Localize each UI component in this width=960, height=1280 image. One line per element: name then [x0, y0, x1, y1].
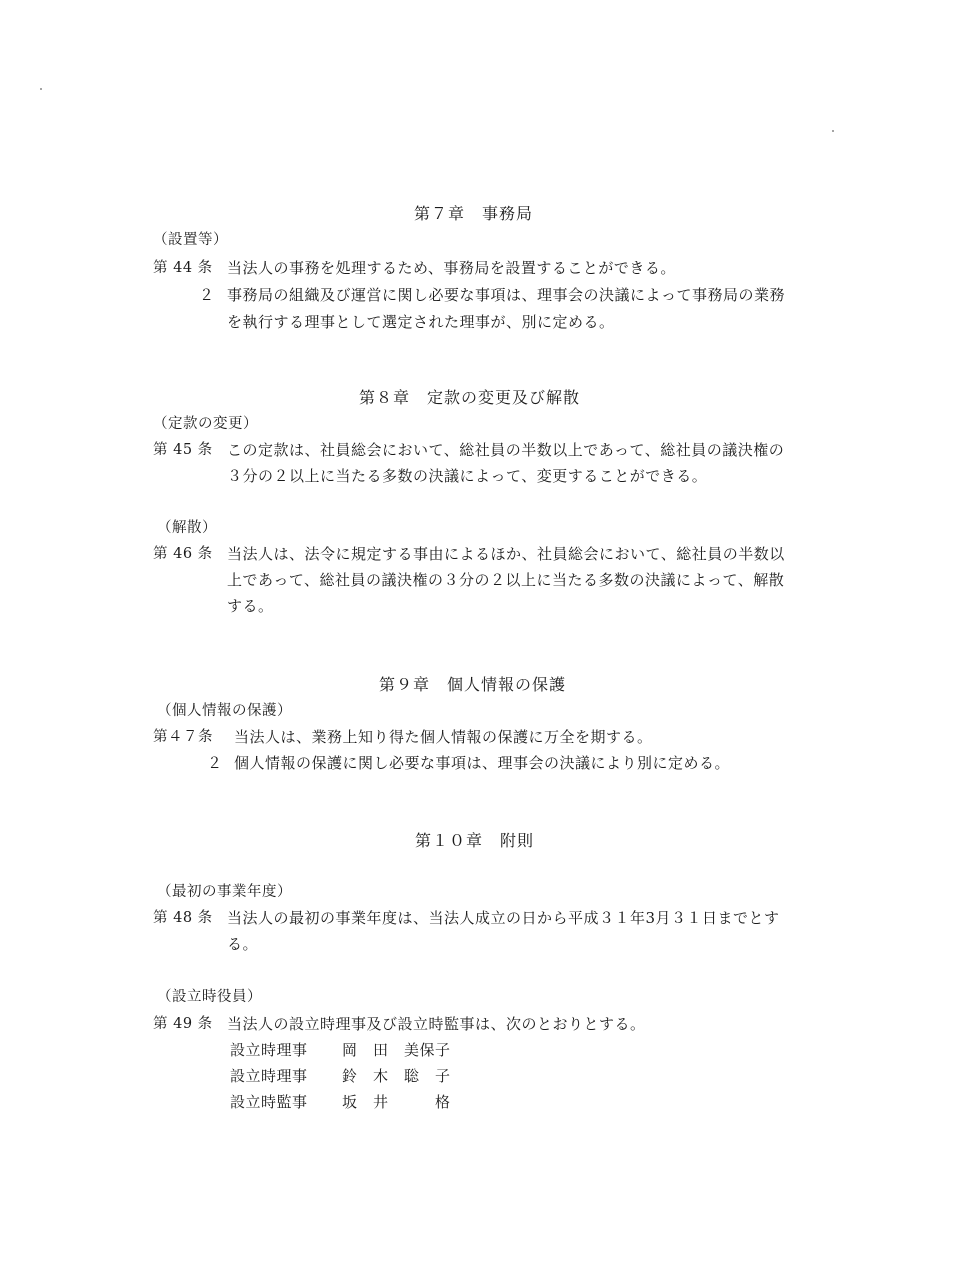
officer-name: 岡 田 美保子 [342, 1041, 451, 1059]
article-48-heading: （最初の事業年度） [157, 884, 292, 900]
article-45-heading: （定款の変更） [153, 416, 258, 432]
scan-speck [832, 130, 834, 132]
chapter-8-title: 第８章 定款の変更及び解散 [359, 388, 581, 407]
chapter-7-title: 第７章 事務局 [414, 204, 534, 223]
article-46-heading: （解散） [157, 520, 217, 536]
article-46-line1: 当法人は、法令に規定する事由によるほか、社員総会において、総社員の半数以 [227, 545, 785, 563]
article-49-text: 当法人の設立時理事及び設立時監事は、次のとおりとする。 [227, 1015, 646, 1033]
article-48-line2: る。 [227, 935, 259, 953]
article-49-number: 第 49 条 [153, 1016, 213, 1032]
chapter-9-title: 第９章 個人情報の保護 [379, 675, 567, 694]
scan-speck [40, 88, 42, 90]
article-46-number: 第 46 条 [153, 546, 213, 562]
officer-name: 坂 井 格 [342, 1093, 451, 1111]
officer-role: 設立時理事 [230, 1067, 308, 1085]
article-44-para2-line2: を執行する理事として選定された理事が、別に定める。 [227, 313, 615, 331]
article-46-line3: する。 [227, 597, 274, 615]
article-45-line2: ３分の２以上に当たる多数の決議によって、変更することができる。 [227, 467, 708, 485]
article-46-line2: 上であって、総社員の議決権の３分の２以上に当たる多数の決議によって、解散 [227, 571, 785, 589]
officer-role: 設立時監事 [230, 1093, 308, 1111]
article-47-text: 当法人は、業務上知り得た個人情報の保護に万全を期する。 [234, 728, 653, 746]
article-44-text: 当法人の事務を処理するため、事務局を設置することができる。 [227, 259, 676, 277]
article-44-number: 第 44 条 [153, 260, 213, 276]
article-47-number: 第４７条 [153, 729, 213, 745]
article-48-line1: 当法人の最初の事業年度は、当法人成立の日から平成３１年3月３１日までとす [227, 909, 780, 927]
article-45-number: 第 45 条 [153, 442, 213, 458]
article-47-para2-text: 個人情報の保護に関し必要な事項は、理事会の決議により別に定める。 [234, 754, 731, 772]
article-45-line1: この定款は、社員総会において、総社員の半数以上であって、総社員の議決権の [227, 441, 785, 459]
chapter-10-title: 第１０章 附則 [415, 831, 535, 850]
officer-name: 鈴 木 聡 子 [342, 1067, 451, 1085]
officer-role: 設立時理事 [230, 1041, 308, 1059]
article-48-number: 第 48 条 [153, 910, 213, 926]
article-44-heading: （設置等） [153, 232, 228, 248]
article-44-para2-line1: 事務局の組織及び運営に関し必要な事項は、理事会の決議によって事務局の業務 [227, 286, 786, 304]
article-44-para2-number: ２ [199, 286, 215, 304]
article-47-heading: （個人情報の保護） [157, 703, 292, 719]
article-47-para2-number: ２ [207, 754, 223, 772]
article-49-heading: （設立時役員） [157, 989, 262, 1005]
